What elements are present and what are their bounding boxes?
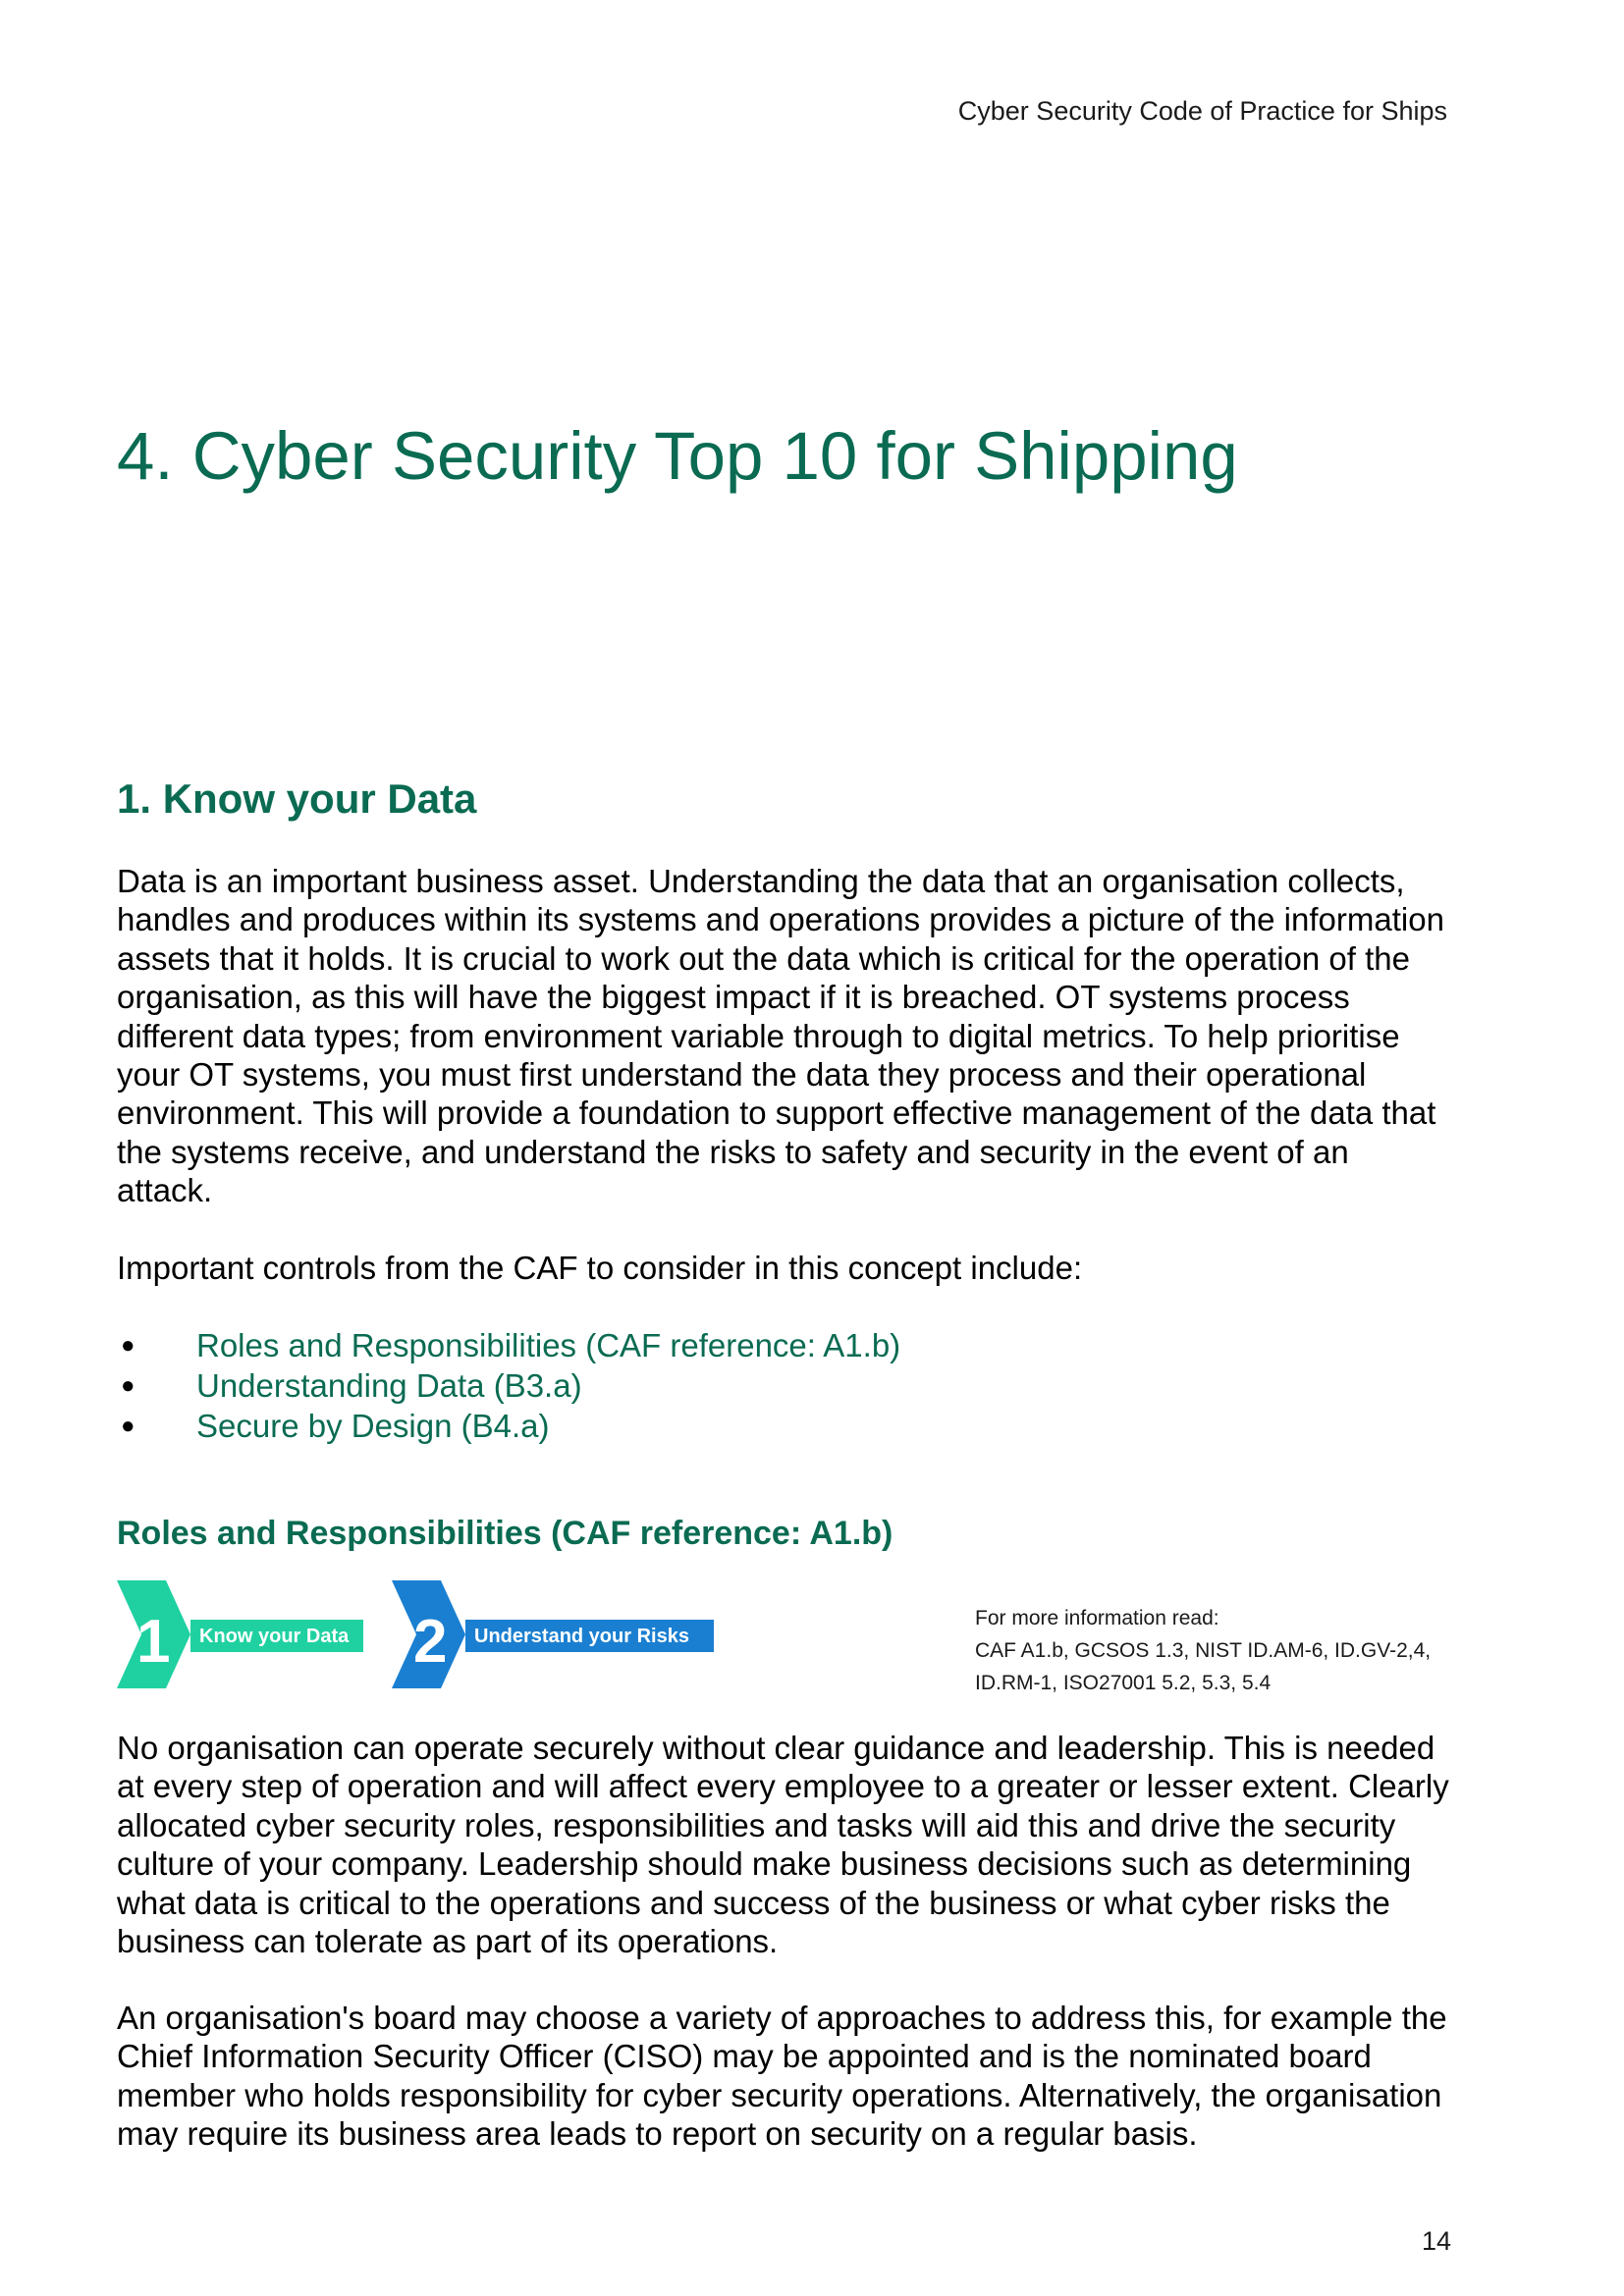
page-number: 14	[1421, 2226, 1451, 2256]
chapter-title: 4. Cyber Security Top 10 for Shipping	[117, 418, 1238, 494]
badge-label: Understand your Risks	[474, 1626, 689, 1647]
board-paragraph: An organisation's board may choose a variety of approaches to address this, for example the Chief Information Security Officer (CISO) may be appointed and is the nominated board member who holds responsibility for cyber security operations. Alternatively, the organisation may require its business area leads to report on security on a regular basis.	[117, 2000, 1447, 2153]
badge-number: 2	[413, 1608, 448, 1676]
control-link-understanding-data[interactable]: Understanding Data (B3.a)	[196, 1367, 582, 1404]
step-badge-1	[117, 1580, 363, 1688]
section-heading: 1. Know your Data	[117, 775, 477, 822]
intro-paragraph: Data is an important business asset. Understanding the data that an organisation collects, handles and produces within its systems and operations provides a picture of the information assets that it holds. It is crucial to work out the data which is critical for the operation of the organisation, as this will have the biggest impact if it is breached. OT systems process different data types; from environment variable through to digital metrics. To help prioritise your OT systems, you must first understand the data they process and their operational environment. This will provide a foundation to support effective management of the data that the systems receive, and understand the risks to safety and security in the event of an attack.	[117, 863, 1444, 1209]
controls-intro: Important controls from the CAF to consider in this concept include:	[117, 1250, 1083, 1286]
control-link-roles[interactable]: Roles and Responsibilities (CAF reference: A1.b)	[196, 1327, 901, 1363]
step-badge-2	[392, 1580, 714, 1688]
badge-label: Know your Data	[199, 1626, 350, 1647]
control-link-secure-by-design[interactable]: Secure by Design (B4.a)	[196, 1408, 550, 1444]
badge-number: 1	[136, 1608, 171, 1676]
more-info-references: CAF A1.b, GCSOS 1.3, NIST ID.AM-6, ID.GV-2,4, ID.RM-1, ISO27001 5.2, 5.3, 5.4	[975, 1639, 1432, 1694]
subsection-heading: Roles and Responsibilities (CAF reference: A1.b)	[117, 1515, 893, 1552]
more-info-label: For more information read:	[975, 1607, 1219, 1629]
bullet-icon: ●	[121, 1332, 135, 1359]
step-badges	[117, 1580, 726, 1688]
bullet-icon: ●	[121, 1413, 135, 1439]
running-header: Cyber Security Code of Practice for Ships	[957, 96, 1447, 126]
leadership-paragraph: No organisation can operate securely without clear guidance and leadership. This is needed at every step of operation and will affect every employee to a greater or lesser extent. Clearly allocated cyber security roles, responsibilities and tasks will aid this and drive the security culture of your company. Leadership should make business decisions such as determining what data is critical to the operations and success of the business or what cyber risks the business can tolerate as part of its operations.	[117, 1730, 1449, 1960]
bullet-icon: ●	[121, 1372, 135, 1399]
more-info-box	[975, 1602, 1436, 1699]
